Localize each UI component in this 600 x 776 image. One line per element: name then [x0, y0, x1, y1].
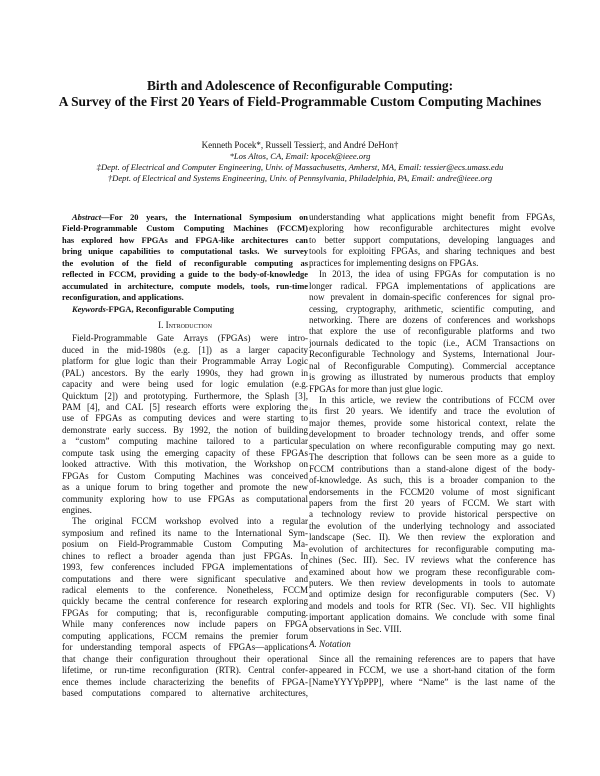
text-line: PAM [4], and CAL [5] research efforts were exploring the	[62, 402, 308, 412]
text-line: longer radical. FPGA implementations of applications are	[309, 280, 555, 291]
text-line: computing applications, FCCM remains the premier forum	[62, 630, 308, 641]
text-line: examined about how we program these reconfigurable com-	[309, 566, 555, 577]
text-line: that change their configuration throughout their operational	[62, 653, 308, 664]
text-line: for understanding temporal aspects of FPGAs—applications	[62, 642, 308, 653]
text-line: a technology review to provide historical perspective on	[309, 509, 555, 520]
section-title: Introduction	[165, 319, 212, 330]
text-line: development to broader technology trends, and offer some	[309, 429, 555, 440]
abstract-line: accumulated in architecture, compute models, tools, run-time	[62, 280, 308, 291]
section-roman: I.	[158, 319, 164, 330]
left-column	[62, 212, 308, 699]
text-line: In 2013, the idea of using FPGAs for computation is no	[319, 269, 555, 280]
text-line: Quicktum [2]) and prototyping. Furthermore, the Splash [3],	[62, 390, 308, 401]
affiliation-2: ‡Dept. of Electrical and Computer Engineering, Univ. of Massachusetts, Amherst, MA, Email: tessier@ecs.umass.edu	[96, 162, 504, 172]
text-line: compute task using the emerging capacity of these FPGAs	[62, 447, 308, 458]
text-line: posium on Field-Programmable Custom Computing Ma-	[62, 539, 308, 550]
text-line: quickly became the central conference for research exploring	[62, 596, 308, 607]
paper-title-line-2: A Survey of the First 20 Years of Field-Programmable Custom Computing Machines	[58, 94, 542, 109]
text-line: appeared in FCCM, we use a short-hand citation of the form	[309, 665, 555, 676]
text-line: chines (Sec. III). Sec. IV reviews what the conference has	[309, 555, 555, 566]
subsection-heading: A. Notation	[309, 639, 351, 650]
text-line: its first 20 years. We identify and trace the evolution of	[309, 406, 555, 417]
text-line: lifetime, or run-time reconfiguration (RTR). Central confer-	[62, 665, 308, 676]
abstract-line: Field-Programmable Custom Computing Machines (FCCM)	[62, 223, 308, 234]
text-line: FPGAs for more than just glue logic.	[309, 383, 443, 394]
text-line: observations in Sec. VIII.	[309, 623, 402, 634]
text-line: Reconfigurable Technology and Systems, International Jour-	[309, 349, 555, 360]
text-line: of-knowledge. As such, this is a broader companion to the	[309, 475, 555, 486]
text-line: (PAL) ancestors. By the early 1990s, they had grown in	[62, 367, 308, 378]
text-line: understanding what applications might benefit from FPGAs,	[309, 212, 555, 222]
text-line: community exploring how to use FPGAs as computational	[62, 493, 308, 504]
intro-paragraph-continued	[309, 212, 555, 269]
text-line: landscape (Sec. II). We then review the exploration and	[309, 532, 555, 543]
text-line: as a unique forum to bring together and promote the new	[62, 482, 308, 493]
text-line: exploring how reconfigurable architectures might evolve	[309, 223, 555, 234]
text-line: symposium and refined its name to the International Sym-	[62, 527, 308, 538]
text-line: tools for exploiting FPGAs, and sharing techniques and best	[309, 246, 555, 257]
abstract-line: reflected in FCCM, providing a guide to the body-of-knowledge	[62, 269, 308, 280]
text-line: In this article, we review the contributions of FCCM over	[319, 395, 555, 405]
text-line: computations and there were significant speculative and	[62, 573, 308, 584]
text-line: duced in the mid-1980s (e.g. [1]) as a larger capacity	[62, 344, 308, 355]
text-line: that explore the use of reconfigurable platforms and two	[309, 326, 555, 337]
text-line: the evolution of the underlying technology and associated	[309, 520, 555, 531]
intro-paragraph-1	[62, 333, 308, 516]
text-line: looked attractive. With this motivation, the Workshop on	[62, 459, 308, 470]
abstract-text: —For 20 years, the International Symposium on	[101, 212, 308, 222]
text-line: use of FPGAs as computing devices and were starting to	[62, 413, 308, 424]
text-line: is growing as illustrated by numerous products that employ	[309, 372, 555, 383]
text-line: radical elements to the conference. Nonetheless, FCCM	[62, 585, 308, 595]
text-line: demonstrate early success. By 1992, the notion of building	[62, 424, 308, 435]
text-line: major themes, provide some historical context, relate the	[309, 417, 555, 428]
text-line: based computations compared to alternative architectures,	[62, 687, 308, 698]
text-line: Field-Programmable Gate Arrays (FPGAs) were intro-	[72, 333, 308, 344]
text-line: Since all the remaining references are to papers that have	[319, 653, 555, 664]
text-line: The description that follows can be seen more as a guide to	[309, 452, 555, 463]
intro-paragraph-2	[62, 516, 308, 699]
keywords-text: -FPGA, Reconfigurable Computing	[105, 303, 234, 314]
text-line: capacity and were being used for logic emulation (e.g.	[62, 379, 308, 390]
abstract-line	[62, 212, 308, 223]
abstract-label: Abstract	[72, 212, 102, 222]
intro-paragraph-3	[309, 269, 555, 395]
text-line: to better support computations, developing languages and	[309, 234, 555, 245]
text-line: engines.	[62, 504, 92, 515]
right-column	[309, 212, 555, 688]
text-line: ence themes include characterizing the benefits of FPGA-	[62, 676, 308, 687]
affiliation-3: †Dept. of Electrical and Systems Engineering, Univ. of Pennsylvania, Philadelphia, PA, Email: andre@ieee.org	[107, 173, 493, 183]
text-line: networking. There are dozens of conferences and workshops	[309, 314, 555, 325]
notation-paragraph	[309, 654, 555, 688]
text-line: The original FCCM workshop evolved into a regular	[72, 516, 308, 527]
text-line: now prevalent in domain-specific conferences for signal pro-	[309, 292, 555, 303]
text-line: While many conferences now include papers on FPGA	[62, 619, 308, 630]
section-heading	[62, 320, 308, 331]
abstract-line: bring unique capabilities to computational tasks. We survey	[62, 246, 308, 257]
text-line: FPGAs for Custom Computing Machines was conceived	[62, 470, 308, 481]
author-list: Kenneth Pocek*, Russell Tessier‡, and André DeHon†	[201, 140, 399, 150]
text-line: important application domains. We conclude with some final	[309, 612, 555, 623]
abstract-line: has explored how FPGAs and FPGA-like architectures can	[62, 234, 308, 245]
text-line: nal of Reconfigurable Computing). Commercial acceptance	[309, 360, 555, 371]
keywords	[62, 304, 308, 315]
keywords-label: Keywords	[72, 303, 106, 314]
text-line: 1993, few conferences included FPGA implementations of	[62, 562, 308, 573]
text-line: cessing, cryptography, arithmetic, scientific computing, and	[309, 303, 555, 314]
text-line: puters. We then review developments in tools to automate	[309, 578, 555, 588]
text-line: journals dedicated to the topic (i.e., ACM Transactions on	[309, 337, 555, 348]
text-line: [NameYYYYpPPP], where “Name” is the last name of the	[309, 676, 555, 687]
text-line: practices for implementing designs on FPGAs.	[309, 257, 479, 268]
text-line: platform for glue logic than their Programmable Array Logic	[62, 356, 308, 367]
text-line: chines to reflect a broader agenda than just FPGAs. In	[62, 550, 308, 561]
abstract	[62, 212, 308, 315]
affiliation-1: *Los Altos, CA, Email: kpocek@ieee.org	[229, 151, 371, 161]
text-line: endorsements in the FCCM20 volume of most significant	[309, 486, 555, 497]
text-line: and optimize design for reconfigurable computers (Sec. V)	[309, 589, 555, 600]
abstract-line: the evolution of the field of reconfigurable computing as	[62, 257, 308, 268]
text-line: and models and tools for RTR (Sec. VI). Sec. VII highlights	[309, 600, 555, 611]
text-line: speculation on where reconfigurable computing may go next.	[309, 440, 555, 451]
text-line: FPGAs for computing; that is, reconfigurable computing.	[62, 607, 308, 618]
paper-title-line-1: Birth and Adolescence of Reconfigurable Computing:	[146, 78, 454, 93]
text-line: papers from the first 20 years of FCCM. We start with	[309, 497, 555, 508]
abstract-line: reconfiguration, and applications.	[62, 292, 184, 303]
intro-paragraph-4	[309, 395, 555, 635]
text-line: FCCM contributions than a stand-alone digest of the body-	[309, 463, 555, 474]
text-line: evolution of architectures for reconfigurable computing ma-	[309, 543, 555, 554]
text-line: a “custom” computing machine tailored to a particular	[62, 436, 308, 447]
